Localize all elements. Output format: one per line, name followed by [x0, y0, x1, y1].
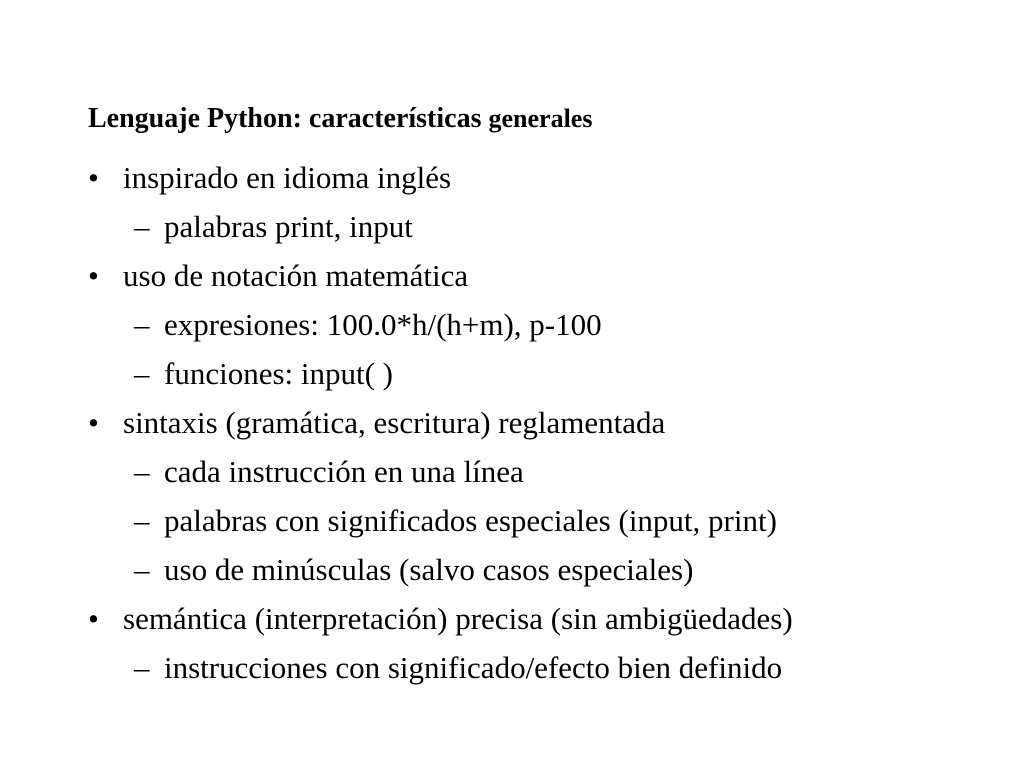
sub-bullet-text: instrucciones con significado/efecto bien definido	[164, 650, 783, 685]
sub-bullet-text: uso de minúsculas (salvo casos especiales)	[164, 552, 694, 587]
bullet-item	[88, 599, 988, 648]
bullet-text: inspirado en idioma inglés	[123, 160, 452, 195]
sub-bullet-text: palabras con significados especiales (input, print)	[164, 503, 777, 538]
bullet-marker: •	[88, 160, 99, 195]
slide-title	[88, 101, 592, 137]
bullet-text: sintaxis (gramática, escritura) reglamentada	[123, 405, 666, 440]
dash-marker: –	[134, 307, 150, 342]
sub-bullet-item	[88, 452, 988, 501]
dash-marker: –	[134, 356, 150, 391]
dash-marker: –	[134, 454, 150, 489]
bullet-item	[88, 403, 988, 452]
sub-bullet-item	[88, 207, 988, 256]
bullet-item	[88, 158, 988, 207]
sub-bullet-item	[88, 305, 988, 354]
bullet-text: semántica (interpretación) precisa (sin ambigüedades)	[123, 601, 793, 636]
bullet-marker: •	[88, 601, 99, 636]
sub-bullet-item	[88, 648, 988, 697]
sub-bullet-text: expresiones: 100.0*h/(h+m), p-100	[164, 307, 602, 342]
bullet-list	[88, 158, 988, 697]
dash-marker: –	[134, 650, 150, 685]
title-part-3: generales	[488, 104, 593, 133]
sub-bullet-text: cada instrucción en una línea	[164, 454, 524, 489]
sub-bullet-text: funciones: input( )	[164, 356, 394, 391]
sub-bullet-item	[88, 550, 988, 599]
bullet-marker: •	[88, 405, 99, 440]
sub-bullet-item	[88, 354, 988, 403]
sub-bullet-item	[88, 501, 988, 550]
bullet-marker: •	[88, 258, 99, 293]
sub-bullet-text: palabras print, input	[164, 209, 413, 244]
bullet-item	[88, 256, 988, 305]
dash-marker: –	[134, 503, 150, 538]
dash-marker: –	[134, 209, 150, 244]
title-part-1: Lenguaje Python:	[88, 103, 302, 134]
dash-marker: –	[134, 552, 150, 587]
title-part-2: características	[301, 103, 489, 134]
bullet-text: uso de notación matemática	[123, 258, 469, 293]
